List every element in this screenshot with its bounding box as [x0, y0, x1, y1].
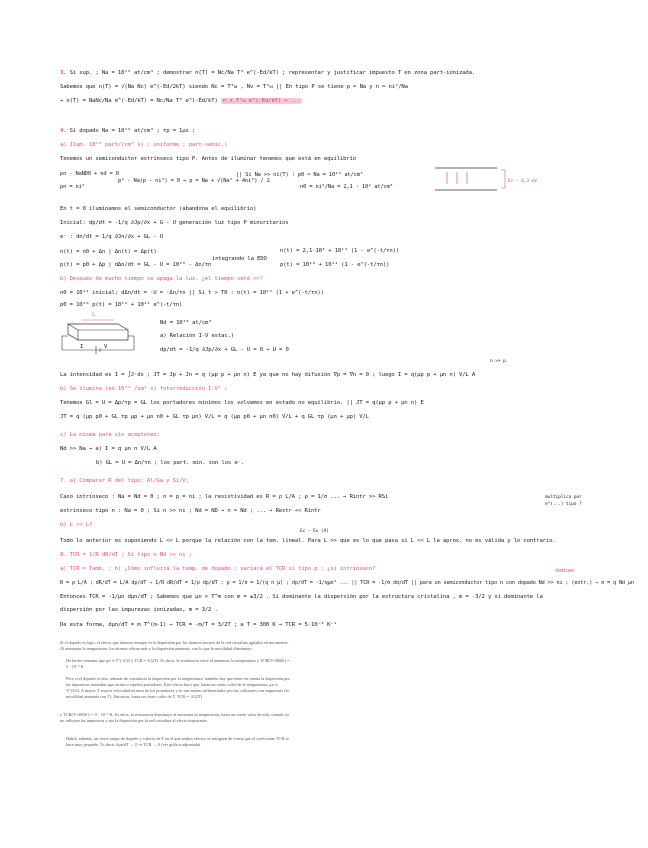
ex7-line-3: extrínseco tipo n : Na = 0 ; Si n >> ni ; Nd = ND → n ≈ Nd ; ... → Rextr << Rintr: [60, 508, 321, 514]
ex4-line-8: p(t) = p0 + Δp | dΔn/dt = GL - U = 10²⁰ - Δn/τn: [60, 262, 212, 268]
ex4-line-15: a) Relación I-V estac.): [160, 333, 235, 339]
ex4-part-b: b) Después de mucho tiempo se apaga la luz. ¿el tiempo será >>?: [60, 276, 263, 282]
ex4-line-3: Tenemos un semiconductor extrinseco tipo P. Antes de iluminar tenemos que está en equilibrio: [60, 156, 357, 162]
ex7-part-b: b) L << L?: [60, 522, 93, 528]
ex3-number: 3.: [60, 70, 67, 76]
ex4-line-16: dp/dt = -1/q ∂Jp/∂x + GL - U = 0 → U = 0: [160, 347, 289, 353]
ex3-statement: Si sup. ; Na = 10¹⁶ at/cm³ ; demostrar n(T) = Nc/Na T³ e^(-Ed/kT) ; representar y justificar impuesto T en zona part-ionizada.: [69, 70, 476, 76]
semiconductor-bar-sketch: [62, 320, 142, 360]
ex4-line-18: b) Se ilumina (en 10²⁰ /cm³ s) fotorreducción I-V² ;: [60, 386, 228, 392]
ex4-brace-note: integrando la EDO: [212, 256, 267, 262]
typed-paragraph-4: y TCR(T=300K) = -5 · 10⁻³ K. Es decir, la resistencia disminuye al aumentar la temperatura, hasta un cierto valor de esta, cuando ya no influyen las impurezas y sus la dispersión por la red cristalina al efecto importante.: [60, 712, 289, 723]
ex4-system-2: pn = ni²: [60, 184, 85, 190]
typed-paragraph-3: Pero si el dopado es alto, además de considerar la dispersión por la temperatura, también hay que tener en cuenta la dispersión por las impurezas ionizadas que atraen o repelen portadores. Este efecto hace que, hasta un cierto valor de la temperatura, μn ∝ T^(3/2). A mayor T, mayor velocidad térmica de los portadores y se van menos influenciados por las colisiones con impurezas (la movilidad aumenta con T). Entonces, hasta un cierto valor de T, TCR = -3/(2T): [66, 676, 290, 699]
ex4-line-6: e⁻ : dn/dt = 1/q ∂Jn/∂x + GL - U: [60, 234, 163, 240]
ex4-line-7: n(t) = n0 + Δn | Δn(t) = Δp(t): [60, 249, 157, 255]
ex4-system-5: n0 = ni²/Na = 2,1 · 10⁴ at/cm³: [300, 184, 393, 190]
ex4-number: 4.: [60, 128, 67, 134]
ex4-line-1: [60, 128, 195, 135]
ex8-line-3: R = ρ L/A ; dR/dT = L/A dρ/dT → 1/R dR/dT = 1/ρ dρ/dT ; ρ = 1/σ = 1/(q n μ) ; dρ/dT = -1/qμn² ... || TCR = -1/σ dσ/dT || para un semiconductor tipo n con dopado Nd >> ni ; (extr.) → σ = q Nd μn: [60, 580, 634, 586]
bar-length-label: L: [92, 312, 96, 318]
ex4-line-5: Inicial: dp/dt = -1/q ∂Jp/∂x + G - U generación luz tipo P minoritarios: [60, 220, 289, 226]
ex4-system-1: pn - NaND0 + nd = 0: [60, 171, 119, 177]
ex8-line-4: Entonces TCR = -1/μn dμn/dT ; Sabemos que μn ∝ T^m con m = ±3/2 . Si dominante la dispersión por la estructura cristalina , m = -3/2 y si dominante la: [60, 594, 543, 600]
ex3-line-1: [60, 70, 475, 77]
typed-paragraph-1: Si el dopado es bajo, el efecto que domina siempre es la dispersión por los átomos neutros de la red cristalina agitados térmicamente. Al aumentar la temperatura, los átomos vibran más y la dispersión aumenta, con lo que la movilidad disminuye.: [60, 640, 289, 651]
ex4-system-4: || Si Na >> ni(T) : p0 ≈ Na = 10¹⁶ at/cm³: [236, 172, 363, 178]
ex4-doping: Nd = 10¹⁶ at/cm³: [160, 320, 212, 326]
deriv-tag: Ec - Ev (A): [300, 529, 329, 534]
typed-paragraph-2: De hecho tenemos que μn ∝ T^(-3/2) y TCR = 3/(2T). Es decir, la resistencia crece al aumentar la temperatura y TCR(T=300K) = 5 · 10⁻³ K.: [66, 658, 290, 669]
ex4-part-c: c) La misma para sin aceptores;: [60, 432, 160, 438]
ex3-result: → n(T) = NaNc/Na e^(-Ed/kT) = Nc/Na T³ e^(-Ed/kT): [60, 98, 218, 104]
ex3-line-2: Sabemos que n(T) = √(Na Nc) e^(-Ed/2kT) siendo Nc = T³ᴍ , Nv = T³ᴍ || En tipo P se tiene p ≈ Na y n ≈ ni²/Na: [60, 84, 408, 90]
ex3-highlight: n ∝ T³ᴍ e^(-Ed/kT) → ...: [222, 98, 301, 104]
ex4-line-17: La intensidad es I = ∫J·ds ; JT = Jp + Jn = q (μp p + μn n) E ya que no hay difusión ∇p = ∇n = 0 ; luego I = q(μp p + μn n) V/L A: [60, 372, 476, 378]
ex8-dominant-note: dominan: [555, 569, 575, 574]
typed-paragraph-5: Habrá, además, un cierto rango de dopado y valores de T en el que ambos efectos se mitiguen de forma que el coeficiente TCR se hace muy pequeño. Es decir, dμn/dT → 0 ⇒ TCR → 0 (ver gráfica adjuntada).: [66, 736, 289, 747]
bar-current-label: I: [80, 344, 84, 350]
ex4-line-19: Tenemos Gl = U = Δp/τp = GL los portadores minimos los volvemos en estado no equilibrio. || JT = q(μp p + μn n) E: [60, 400, 424, 406]
ex4-line-9: n(t) = 2,1·10⁴ + 10¹⁴ (1 - e^(-t/τn)): [280, 248, 400, 254]
bar-voltage-label: V: [104, 344, 108, 350]
ex4-system-3: p² - Na(p - ni²) = 0 → p = Na + √(Na² + 4ni²) / 2: [118, 178, 270, 184]
ex7-line-1: 7. a) Comparar R del tipo: Al/Ga y Si/V;: [60, 478, 189, 484]
n-gt-p-note: n >> p: [490, 359, 506, 364]
ex4-line-12: n0 = 10¹⁴ inicial; dΔn/dt = -U = -Δn/τn || Si t > T0 : n(t) = 10¹⁴ (1 + e^(-t/τn)): [60, 290, 324, 296]
ex3-line-3: [60, 98, 302, 105]
ex8-line-5: dispersión por las impurezas ionizadas, m = 3/2 .: [60, 607, 218, 613]
band-gap-label: Ec - 0,3 eV: [508, 179, 537, 184]
ex4-line-20: JT = q (μp p0 + GL τp μp + μn n0 + GL τp μn) V/L = q (μp p0 + μn n0) V/L + q GL τp (μn + μp) V/L: [60, 414, 369, 420]
ex8-line-1: 8. TCR = 1/R dR/dT ; Si tipo n Nd >> ni ;: [60, 552, 192, 558]
ex4-part-a: a) Ilum. 10²⁰ part/(cm³ s) ; uniforme ; part-semic.): [60, 142, 228, 148]
ex4-statement: Si dopado Na = 10¹⁶ at/cm³ ; τp = 1μs ;: [69, 128, 196, 134]
ex7-side-note: multiplica por e^(...) tipo ?: [545, 495, 582, 507]
ex8-line-2: a) TCR = Tamb. ; b) ¿Cómo influirá la temp. de dopado ; variará el TCR si tipo p ; ¿si intrínseco?: [60, 566, 376, 572]
ex8-line-6: De esta forma, dμn/dT = m T^(m-1) → TCR = -m/T = 3/2T ; a T = 300 K → TCR = 5·10⁻³ K⁻¹: [60, 622, 337, 628]
ex4-line-13: p0 = 10¹⁶ p(t) = 10¹⁶ + 10¹⁴ e^(-t/τn): [60, 302, 183, 308]
ex4-line-10: p(t) = 10¹⁶ + 10¹⁴ (1 - e^(-t/τn)): [280, 262, 390, 268]
ex7-line-2: Caso intrínseco : Na = Nd = 0 ; n = p = ni ; la resistividad es R = ρ L/A ; ρ = 1/σ ... → Rintr >> RSi: [60, 494, 389, 500]
band-diagram-sketch: [435, 160, 515, 200]
ex4-line-23: b) GL = U = Δn/τn ; los part. min. son los e⁻.: [96, 460, 245, 466]
ex7-line-5: Todo lo anterior es suponiendo L << L porque la relación con la tem. lineal. Para L >> que es lo que pasa si L << L la aprox. no es válida y lo contrario.: [60, 538, 556, 544]
ex4-line-22: Nd >> Na → a) I = q μn n V/L A: [60, 446, 157, 452]
ex4-line-4: En t = 0 iluminamos el semiconductor (abandona el equilibrio): [60, 206, 257, 212]
